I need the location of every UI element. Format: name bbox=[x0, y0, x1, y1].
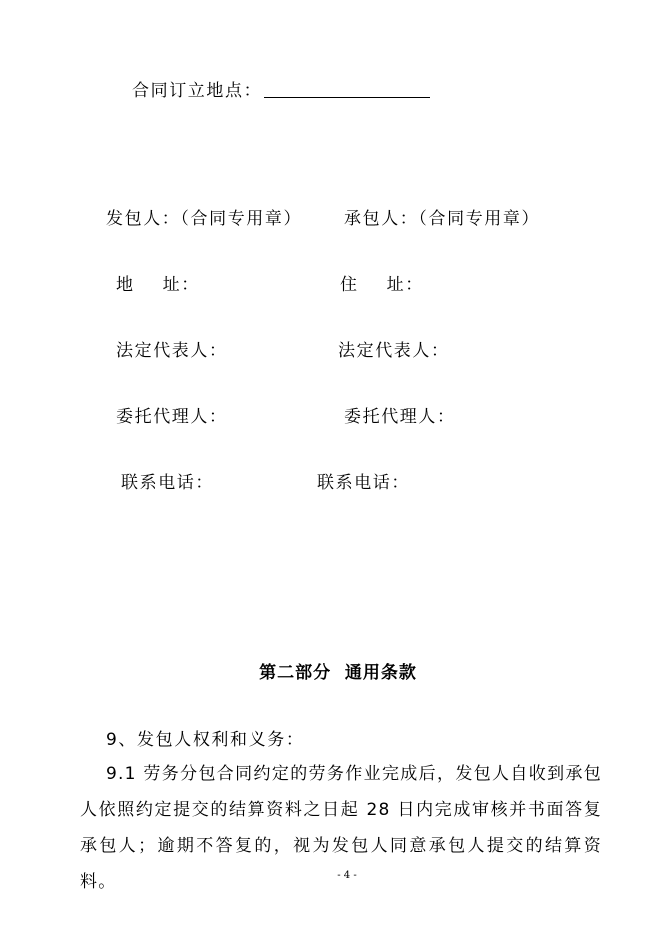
clause-heading: 9、发包人权利和义务： bbox=[106, 730, 305, 750]
employer-address-label: 地 址： bbox=[116, 275, 200, 295]
page-number: - 4 - bbox=[337, 870, 357, 881]
section-title: 第二部分 通用条款 bbox=[259, 663, 417, 683]
employer-legal-rep-label: 法定代表人： bbox=[116, 341, 228, 361]
contractor-address-label: 住 址： bbox=[340, 275, 424, 295]
contractor-agent-label: 委托代理人： bbox=[344, 407, 456, 427]
contractor-party-label: 承包人：（合同专用章） bbox=[344, 209, 541, 229]
contract-place-label: 合同订立地点： bbox=[132, 81, 263, 101]
clause-9-1-paragraph: 9.1 劳务分包合同约定的劳务作业完成后，发包人自收到承包人依照约定提交的结算资料之日起 28 日内完成审核并书面答复承包人；逾期不答复的，视为发包人同意承包人提交的结算资料。 bbox=[80, 764, 602, 892]
contract-place-blank-line bbox=[264, 81, 430, 98]
contractor-phone-label: 联系电话： bbox=[317, 473, 410, 493]
employer-party-label: 发包人：（合同专用章） bbox=[106, 209, 303, 229]
contract-place-row bbox=[132, 80, 430, 102]
employer-agent-label: 委托代理人： bbox=[116, 407, 228, 427]
contractor-legal-rep-label: 法定代表人： bbox=[338, 341, 450, 361]
employer-phone-label: 联系电话： bbox=[121, 473, 214, 493]
